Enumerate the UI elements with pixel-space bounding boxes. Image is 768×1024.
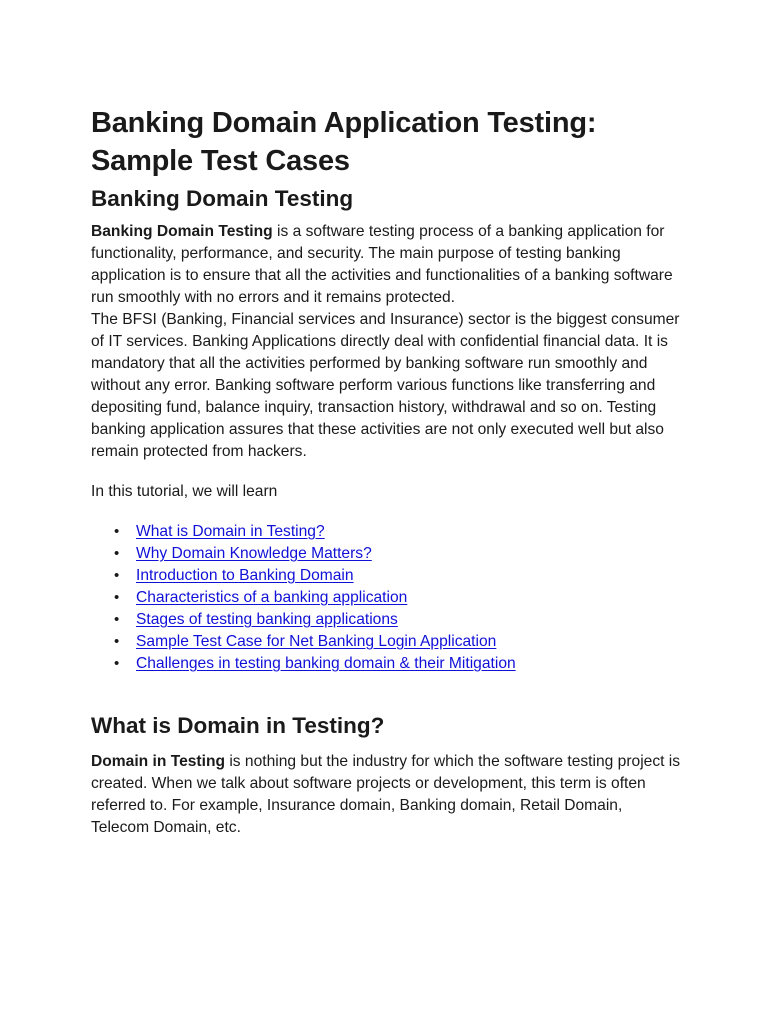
toc-link-characteristics[interactable]: Characteristics of a banking application xyxy=(136,589,408,606)
domain-text: is nothing but the industry for which the software testing project is created. When we talk about software projects or development, this term is often referred to. For example, Insurance domain, Banking domain, Retail Domain, Telecom Domain, etc. xyxy=(91,753,681,836)
toc-item xyxy=(114,609,681,631)
bullet-icon: • xyxy=(114,589,120,606)
section-heading-banking-domain-testing: Banking Domain Testing xyxy=(91,186,354,211)
bullet-icon: • xyxy=(114,523,120,540)
intro-term: Banking Domain Testing xyxy=(91,223,273,240)
toc-link-stages-of-testing[interactable]: Stages of testing banking applications xyxy=(136,611,398,628)
tutorial-intro: In this tutorial, we will learn xyxy=(91,483,278,500)
domain-paragraph xyxy=(91,751,681,839)
table-of-contents xyxy=(91,521,681,675)
toc-item xyxy=(114,653,681,675)
toc-item xyxy=(114,521,681,543)
section-heading-what-is-domain: What is Domain in Testing? xyxy=(91,713,385,738)
toc-link-intro-banking-domain[interactable]: Introduction to Banking Domain xyxy=(136,567,354,584)
toc-link-what-is-domain[interactable]: What is Domain in Testing? xyxy=(136,523,325,540)
bullet-icon: • xyxy=(114,633,120,650)
bullet-icon: • xyxy=(114,567,120,584)
bullet-icon: • xyxy=(114,655,120,672)
toc-link-why-domain-knowledge[interactable]: Why Domain Knowledge Matters? xyxy=(136,545,372,562)
toc-link-challenges[interactable]: Challenges in testing banking domain & their Mitigation xyxy=(136,655,516,672)
bullet-icon: • xyxy=(114,545,120,562)
toc-item xyxy=(114,543,681,565)
domain-term: Domain in Testing xyxy=(91,753,225,770)
intro-text: is a software testing process of a banking application for functionality, performance, and security. The main purpose of testing banking application is to ensure that all the activities and functionalities of a banking software run smoothly with no errors and it remains protected. xyxy=(91,223,673,306)
toc-item xyxy=(114,631,681,653)
toc-link-sample-test-case[interactable]: Sample Test Case for Net Banking Login Application xyxy=(136,633,497,650)
bfsi-paragraph: The BFSI (Banking, Financial services and Insurance) sector is the biggest consumer of IT services. Banking Applications directly deal with confidential financial data. It is mandatory that all the activities performed by banking software run smoothly and without any error. Banking software perform various functions like transferring and depositing fund, balance inquiry, transaction history, withdrawal and so on. Testing banking application assures that these activities are not only executed well but also remain protected from hackers. xyxy=(91,311,680,460)
bullet-icon: • xyxy=(114,611,120,628)
page-title: Banking Domain Application Testing: Sample Test Cases xyxy=(91,107,597,177)
document-page xyxy=(91,104,681,839)
toc-item xyxy=(114,565,681,587)
toc-item xyxy=(114,587,681,609)
intro-paragraph xyxy=(91,221,681,309)
